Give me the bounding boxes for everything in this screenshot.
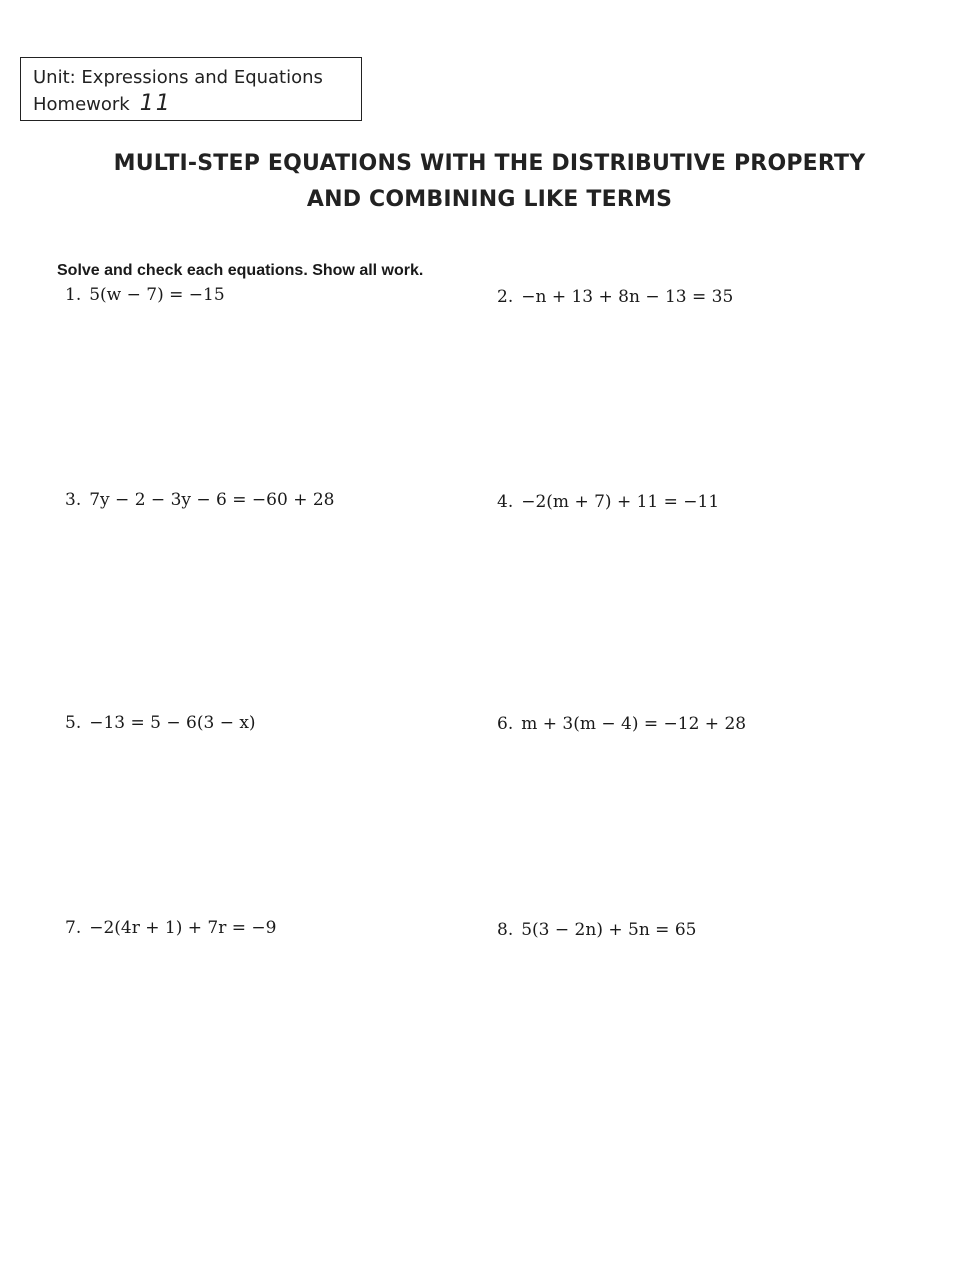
problem-equation: −13 = 5 − 6(3 − x)	[89, 713, 256, 733]
problem-equation: −n + 13 + 8n − 13 = 35	[521, 287, 734, 307]
problem-number: 8.	[497, 920, 514, 940]
problem-equation: 5(w − 7) = −15	[89, 285, 225, 305]
problem-6	[497, 714, 746, 734]
problem-number: 7.	[65, 918, 82, 938]
title-line-1: MULTI-STEP EQUATIONS WITH THE DISTRIBUTIVE PROPERTY	[113, 151, 866, 176]
homework-number: 11	[139, 91, 172, 116]
problem-equation: 7y − 2 − 3y − 6 = −60 + 28	[89, 490, 335, 510]
problem-equation: m + 3(m − 4) = −12 + 28	[521, 714, 747, 734]
problem-equation: −2(4r + 1) + 7r = −9	[89, 918, 277, 938]
problem-number: 2.	[497, 287, 514, 307]
problem-5	[65, 713, 256, 733]
problem-1	[65, 285, 225, 305]
problem-3	[65, 490, 334, 510]
title-line-2: AND COMBINING LIKE TERMS	[306, 187, 673, 212]
homework-label: Homework	[33, 94, 130, 115]
problem-number: 3.	[65, 490, 82, 510]
problem-2	[497, 287, 733, 307]
problem-7	[65, 918, 276, 938]
problem-number: 5.	[65, 713, 82, 733]
problem-equation: −2(m + 7) + 11 = −11	[521, 492, 720, 512]
problem-number: 4.	[497, 492, 514, 512]
unit-label: Unit: Expressions and Equations	[33, 67, 323, 88]
problem-8	[497, 920, 696, 940]
problem-equation: 5(3 − 2n) + 5n = 65	[521, 920, 697, 940]
unit-header-box	[20, 57, 362, 121]
homework-line	[33, 91, 361, 118]
page-title	[0, 146, 979, 218]
instructions-text: Solve and check each equations. Show all work.	[57, 262, 424, 279]
problem-number: 1.	[65, 285, 82, 305]
problem-4	[497, 492, 719, 512]
problem-number: 6.	[497, 714, 514, 734]
